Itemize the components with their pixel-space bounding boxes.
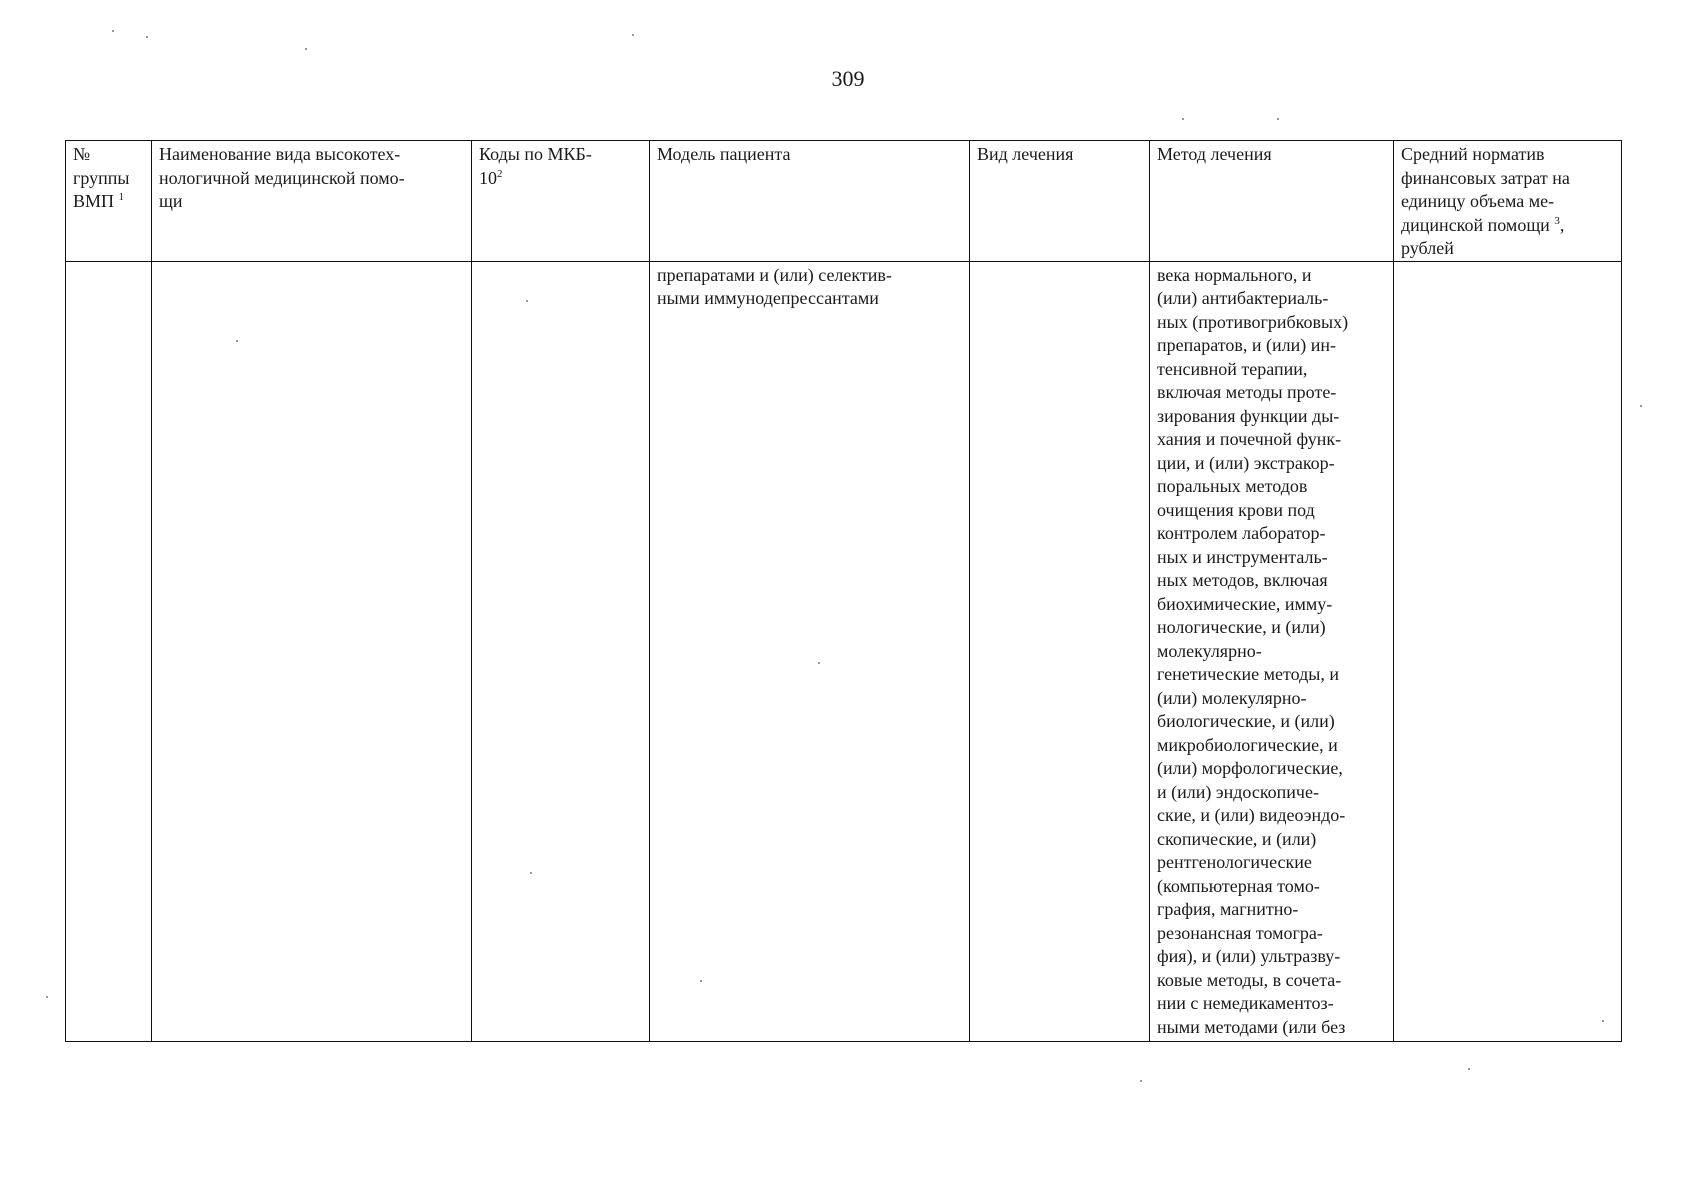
method-line: нии с немедикаментоз- bbox=[1157, 993, 1334, 1013]
header-care-name: Наименование вида высокотех- нологичной медицинской помо- щи bbox=[152, 141, 472, 262]
method-line: зирования функции ды- bbox=[1157, 405, 1340, 426]
method-line: (или) морфологические, bbox=[1157, 758, 1343, 778]
method-line: (или) молекулярно- bbox=[1157, 687, 1307, 708]
vmp-table bbox=[65, 140, 1622, 1042]
cell-patient-model: препаратами и (или) селектив- ными иммунодепрессантами bbox=[650, 261, 970, 1041]
scan-speck bbox=[46, 996, 48, 998]
cell-group-no bbox=[66, 261, 152, 1041]
cell-cost-standard bbox=[1394, 261, 1622, 1041]
scan-speck bbox=[818, 662, 820, 664]
method-line: резонансная томогра- bbox=[1157, 922, 1323, 943]
method-line: ных и инструменталь- bbox=[1157, 546, 1328, 567]
scan-speck bbox=[1277, 118, 1279, 120]
method-line: (компьютерная томо- bbox=[1157, 875, 1320, 896]
method-line: контролем лаборатор- bbox=[1157, 523, 1326, 543]
method-line: ские, и (или) видеоэндо- bbox=[1157, 805, 1346, 825]
scan-speck bbox=[1468, 1068, 1470, 1070]
header-cost-standard: Средний норматив финансовых затрат на единицу объема ме- дицинской помощи $^3$, рублей bbox=[1394, 141, 1622, 262]
method-line: генетические методы, и bbox=[1157, 664, 1339, 684]
scan-speck bbox=[530, 872, 532, 874]
header-treatment-method: Метод лечения bbox=[1150, 141, 1394, 262]
scan-speck bbox=[236, 340, 238, 342]
method-line: ных методов, включая bbox=[1157, 570, 1328, 590]
scan-speck bbox=[146, 36, 148, 38]
method-line: и (или) эндоскопиче- bbox=[1157, 781, 1319, 802]
method-line: ными методами (или без bbox=[1157, 1016, 1346, 1037]
method-line: ковые методы, в сочета- bbox=[1157, 969, 1342, 990]
scan-speck bbox=[305, 48, 307, 50]
method-line: рентгенологические bbox=[1157, 852, 1312, 872]
header-icd-codes: Коды по МКБ- $10^2$ bbox=[472, 141, 650, 262]
method-line: микробиологические, и bbox=[1157, 734, 1338, 755]
method-line: фия), и (или) ультразву- bbox=[1157, 946, 1341, 966]
method-line: (или) антибактериаль- bbox=[1157, 288, 1329, 308]
method-line: препаратов, и (или) ин- bbox=[1157, 335, 1337, 355]
method-line: хания и почечной функ- bbox=[1157, 429, 1342, 449]
header-patient-model: Модель пациента bbox=[650, 141, 970, 262]
scan-speck bbox=[632, 34, 634, 36]
page-number: 309 bbox=[831, 66, 865, 91]
scan-speck bbox=[1640, 405, 1642, 407]
cell-treatment-method bbox=[1150, 261, 1394, 1041]
table-header-row bbox=[66, 141, 1622, 262]
scan-speck bbox=[1182, 118, 1184, 120]
method-line: молекулярно- bbox=[1157, 640, 1262, 661]
footnote-mark: 1 bbox=[118, 191, 125, 203]
scan-speck bbox=[112, 30, 114, 32]
scan-speck bbox=[700, 980, 702, 982]
footnote-mark: 2 bbox=[497, 167, 503, 180]
method-line: поральных методов bbox=[1157, 476, 1308, 496]
method-line: включая методы проте- bbox=[1157, 382, 1337, 402]
method-line: биохимические, имму- bbox=[1157, 593, 1333, 614]
cell-icd-codes bbox=[472, 261, 650, 1041]
cell-treatment-type bbox=[970, 261, 1150, 1041]
scan-speck bbox=[1140, 1080, 1142, 1082]
table-row bbox=[66, 261, 1622, 1041]
method-line: очищения крови под bbox=[1157, 499, 1315, 520]
cell-care-name bbox=[152, 261, 472, 1041]
method-line: нологические, и (или) bbox=[1157, 617, 1326, 637]
method-line: биологические, и (или) bbox=[1157, 711, 1335, 731]
scan-speck bbox=[526, 300, 528, 302]
method-line: века нормального, и bbox=[1157, 264, 1312, 285]
method-line: ных (противогрибковых) bbox=[1157, 311, 1349, 332]
method-line: графия, магнитно- bbox=[1157, 899, 1299, 919]
scan-speck bbox=[1602, 1020, 1604, 1022]
header-treatment-type: Вид лечения bbox=[970, 141, 1150, 262]
footnote-mark: 3 bbox=[1554, 214, 1560, 227]
header-group-no: № группы ВМП $^1$ bbox=[66, 141, 152, 262]
method-line: тенсивной терапии, bbox=[1157, 358, 1308, 379]
method-line: скопические, и (или) bbox=[1157, 828, 1317, 849]
method-line: ции, и (или) экстракор- bbox=[1157, 452, 1335, 473]
